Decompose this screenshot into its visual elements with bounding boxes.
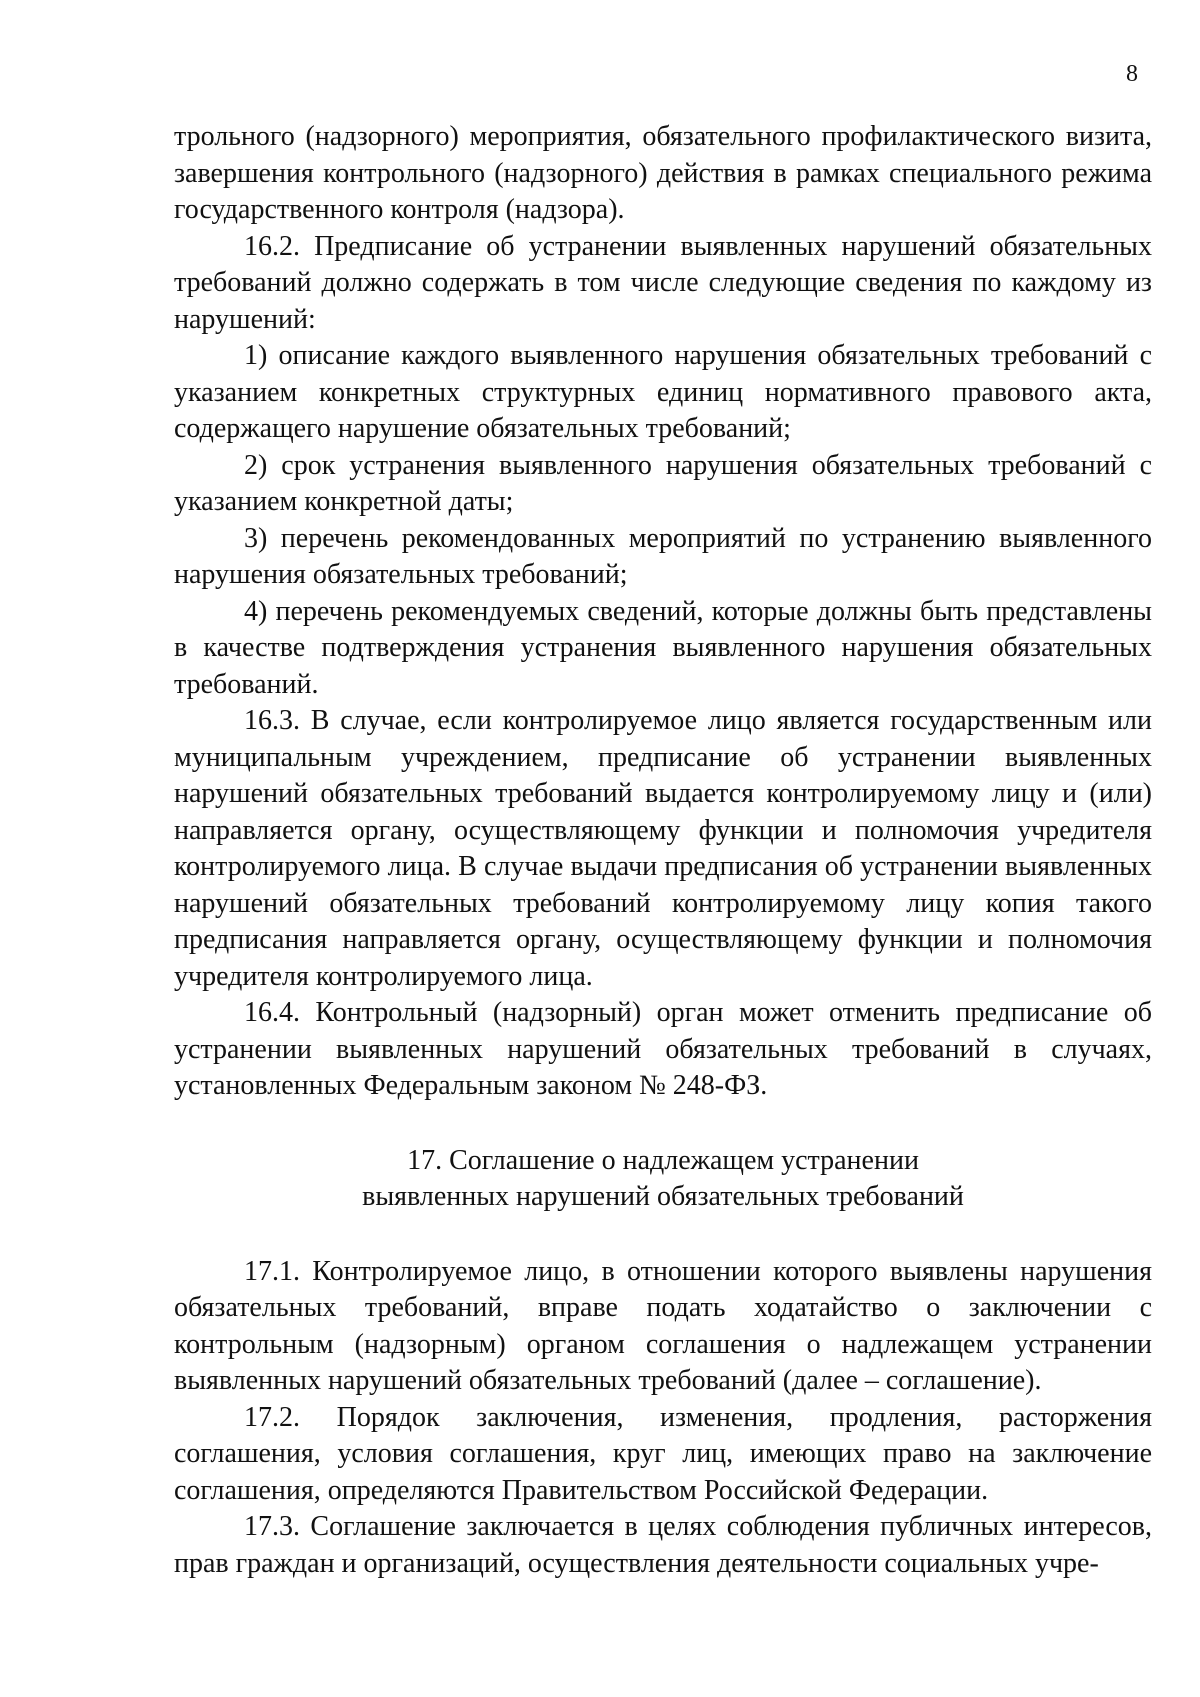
page-number: 8 xyxy=(1126,61,1138,87)
list-item-1: 1) описание каждого выявленного нарушения обязательных требований с указанием конкретных структурных единиц нормативного правового акта, содержащего нарушение обязательных требований; xyxy=(174,340,1152,444)
list-item-3: 3) перечень рекомендованных мероприятий по устранению выявленного нарушения обязательных требований; xyxy=(174,522,1152,590)
paragraph-continuation: трольного (надзорного) мероприятия, обязательного профилактического визита, завершения контрольного (надзорного) действия в рамках специального режима государственного контроля (надзора). xyxy=(174,121,1152,225)
section-heading xyxy=(174,1143,1152,1216)
section-heading-line-1: 17. Соглашение о надлежащем устранении xyxy=(407,1144,919,1176)
paragraph-17-2: 17.2. Порядок заключения, изменения, продления, расторжения соглашения, условия соглашения, круг лиц, имеющих право на заключение соглашения, определяются Правительством Российской Федерации. xyxy=(174,1401,1152,1506)
section-heading-line-2: выявленных нарушений обязательных требований xyxy=(362,1181,964,1212)
paragraph-16-2: 16.2. Предписание об устранении выявленных нарушений обязательных требований должно содержать в том числе следующие сведения по каждому из нарушений: xyxy=(174,230,1152,335)
paragraph-16-4: 16.4. Контрольный (надзорный) орган может отменить предписание об устранении выявленных нарушений обязательных требований в случаях, установленных Федеральным законом № 248-ФЗ. xyxy=(174,997,1152,1101)
document-body xyxy=(174,119,1152,1582)
paragraph-17-1: 17.1. Контролируемое лицо, в отношении которого выявлены нарушения обязательных требований, вправе подать ходатайство о заключении с контрольным (надзорным) органом соглашения о надлежащем устранении выявленных нарушений обязательных требований (далее – соглашение). xyxy=(174,1255,1152,1396)
list-item-4: 4) перечень рекомендуемых сведений, которые должны быть представлены в качестве подтверждения устранения выявленного нарушения обязательных требований. xyxy=(174,595,1152,700)
list-item-2: 2) срок устранения выявленного нарушения обязательных требований с указанием конкретной даты; xyxy=(174,449,1152,517)
paragraph-17-3: 17.3. Соглашение заключается в целях соблюдения публичных интересов, прав граждан и организаций, осуществления деятельности социальных учре- xyxy=(174,1511,1152,1579)
paragraph-16-3: 16.3. В случае, если контролируемое лицо является государственным или муниципальным учреждением, предписание об устранении выявленных нарушений обязательных требований выдается контролируемому лицу и (или) направляется органу, осуществляющему функции и полномочия учредителя контролируемого лица. В случае выдачи предписания об устранении выявленных нарушений обязательных требований контролируемому лицу копия такого предписания направляется органу, осуществляющему функции и полномочия учредителя контролируемого лица. xyxy=(174,705,1152,992)
